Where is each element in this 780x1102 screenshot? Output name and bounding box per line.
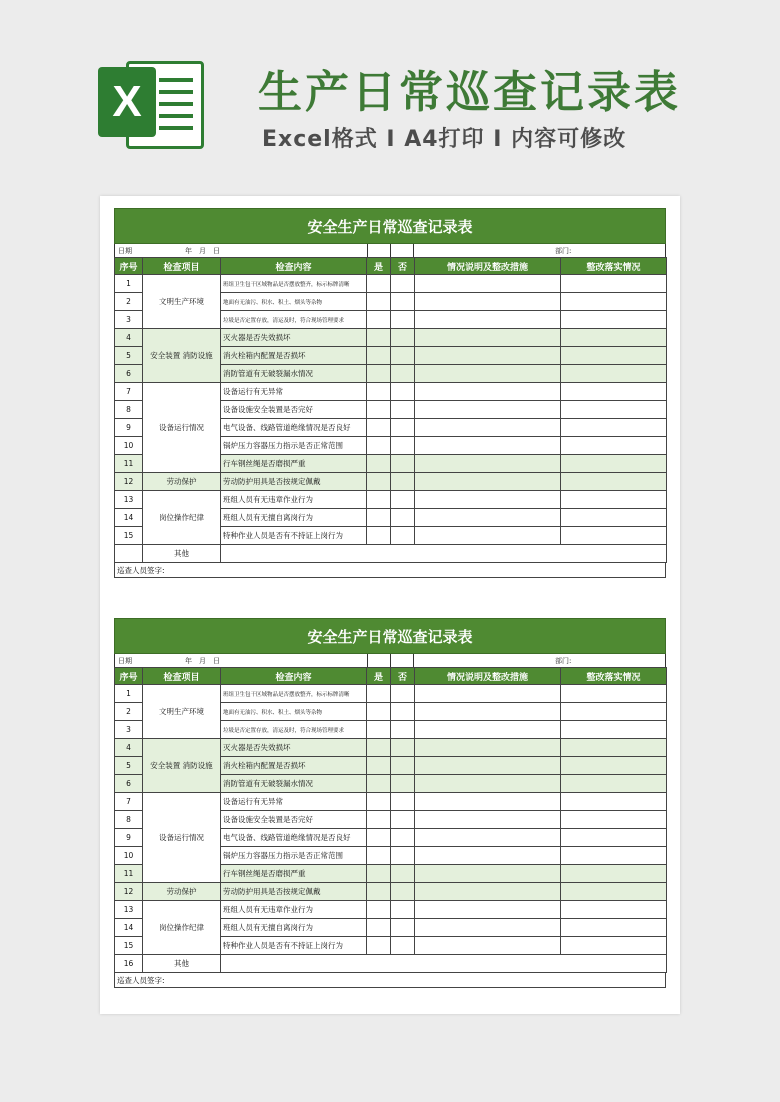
row-number: 7: [115, 383, 143, 401]
yes-cell[interactable]: [367, 455, 391, 473]
check-category: 劳动保护: [143, 473, 221, 491]
no-cell[interactable]: [391, 509, 415, 527]
yes-cell[interactable]: [367, 793, 391, 811]
remarks-cell[interactable]: [415, 739, 561, 757]
check-item: 设备运行有无异常: [221, 383, 367, 401]
check-item: 电气设备、线路管道绝缘情况是否良好: [221, 829, 367, 847]
no-cell[interactable]: [391, 365, 415, 383]
table-header-row: [115, 258, 667, 275]
check-item: 特种作业人员是否有不持证上岗行为: [221, 937, 367, 955]
no-cell[interactable]: [391, 847, 415, 865]
row-number: 13: [115, 491, 143, 509]
yes-cell[interactable]: [367, 365, 391, 383]
check-item: 劳动防护用具是否按规定佩戴: [221, 473, 367, 491]
check-category: 岗位操作纪律: [143, 901, 221, 955]
remarks-cell[interactable]: [415, 329, 561, 347]
row-number: 15: [115, 527, 143, 545]
remarks-cell[interactable]: [415, 703, 561, 721]
followup-cell[interactable]: [561, 793, 667, 811]
remarks-cell[interactable]: [415, 847, 561, 865]
form-title: 安全生产日常巡查记录表: [114, 208, 666, 244]
followup-cell[interactable]: [561, 721, 667, 739]
row-number: 3: [115, 721, 143, 739]
yes-cell[interactable]: [367, 419, 391, 437]
followup-cell[interactable]: [561, 473, 667, 491]
no-cell[interactable]: [391, 293, 415, 311]
check-item: 班组卫生包干区域物品是否摆放整齐，标示标牌清晰: [221, 685, 367, 703]
yes-cell[interactable]: [367, 739, 391, 757]
check-item: 班组卫生包干区域物品是否摆放整齐，标示标牌清晰: [221, 275, 367, 293]
other-notes-cell[interactable]: [221, 545, 667, 563]
yes-cell[interactable]: [367, 527, 391, 545]
followup-cell[interactable]: [561, 937, 667, 955]
check-item: 锅炉压力容器压力指示是否正常范围: [221, 847, 367, 865]
remarks-cell[interactable]: [415, 275, 561, 293]
check-item: 特种作业人员是否有不持证上岗行为: [221, 527, 367, 545]
table-row: [115, 793, 667, 811]
remarks-cell[interactable]: [415, 757, 561, 775]
row-number: 9: [115, 419, 143, 437]
row-number: 10: [115, 437, 143, 455]
no-cell[interactable]: [391, 703, 415, 721]
yes-cell[interactable]: [367, 865, 391, 883]
row-number: 11: [115, 865, 143, 883]
yes-cell[interactable]: [367, 811, 391, 829]
yes-cell[interactable]: [367, 829, 391, 847]
no-cell[interactable]: [391, 401, 415, 419]
yes-cell[interactable]: [367, 721, 391, 739]
excel-logo-icon: X: [98, 55, 202, 149]
inspection-form: [114, 208, 666, 578]
yes-cell[interactable]: [367, 685, 391, 703]
yes-cell[interactable]: [367, 883, 391, 901]
inspection-table: [114, 257, 667, 563]
row-number: 6: [115, 775, 143, 793]
yes-cell[interactable]: [367, 919, 391, 937]
followup-cell[interactable]: [561, 275, 667, 293]
form-info-row: [114, 244, 666, 257]
table-row: [115, 739, 667, 757]
yes-cell[interactable]: [367, 293, 391, 311]
followup-cell[interactable]: [561, 865, 667, 883]
check-category: 设备运行情况: [143, 383, 221, 473]
remarks-cell[interactable]: [415, 883, 561, 901]
followup-cell[interactable]: [561, 739, 667, 757]
no-cell[interactable]: [391, 775, 415, 793]
table-row: [115, 329, 667, 347]
inspection-form: [114, 618, 666, 988]
check-item: 地面有无油污、积水、积土、烟头等杂物: [221, 293, 367, 311]
department-label: 部门:: [555, 247, 572, 255]
remarks-cell[interactable]: [415, 491, 561, 509]
page-subtitle: Excel格式 I A4打印 I 内容可修改: [262, 127, 627, 152]
check-item: 劳动防护用具是否按规定佩戴: [221, 883, 367, 901]
yes-cell[interactable]: [367, 329, 391, 347]
followup-cell[interactable]: [561, 347, 667, 365]
date-format[interactable]: 年 月 日: [185, 247, 220, 255]
yes-cell[interactable]: [367, 509, 391, 527]
table-row: [115, 901, 667, 919]
column-header: 否: [391, 668, 415, 685]
followup-cell[interactable]: [561, 847, 667, 865]
yes-cell[interactable]: [367, 347, 391, 365]
column-header: 序号: [115, 668, 143, 685]
remarks-cell[interactable]: [415, 811, 561, 829]
remarks-cell[interactable]: [415, 793, 561, 811]
check-category: 劳动保护: [143, 883, 221, 901]
remarks-cell[interactable]: [415, 775, 561, 793]
remarks-cell[interactable]: [415, 685, 561, 703]
column-header: 序号: [115, 258, 143, 275]
remarks-cell[interactable]: [415, 919, 561, 937]
column-header: 检查项目: [143, 258, 221, 275]
check-item: 班组人员有无擅自离岗行为: [221, 509, 367, 527]
no-cell[interactable]: [391, 757, 415, 775]
remarks-cell[interactable]: [415, 455, 561, 473]
remarks-cell[interactable]: [415, 347, 561, 365]
column-header: 是: [367, 258, 391, 275]
row-number: 14: [115, 919, 143, 937]
followup-cell[interactable]: [561, 491, 667, 509]
followup-cell[interactable]: [561, 883, 667, 901]
no-cell[interactable]: [391, 883, 415, 901]
remarks-cell[interactable]: [415, 937, 561, 955]
page-header: [0, 0, 780, 190]
followup-cell[interactable]: [561, 919, 667, 937]
no-cell[interactable]: [391, 937, 415, 955]
no-cell[interactable]: [391, 329, 415, 347]
no-cell[interactable]: [391, 419, 415, 437]
check-item: 垃圾是否定置存放，清运及时，符合现场管理要求: [221, 311, 367, 329]
column-header: 检查项目: [143, 668, 221, 685]
check-item: 班组人员有无擅自离岗行为: [221, 919, 367, 937]
no-cell[interactable]: [391, 383, 415, 401]
row-number: 12: [115, 883, 143, 901]
yes-cell[interactable]: [367, 311, 391, 329]
check-item: 灭火器是否失效损坏: [221, 739, 367, 757]
check-item: 消防管道有无破裂漏水情况: [221, 775, 367, 793]
followup-cell[interactable]: [561, 703, 667, 721]
row-number: 16: [115, 955, 143, 973]
column-header: 情况说明及整改措施: [415, 258, 561, 275]
followup-cell[interactable]: [561, 757, 667, 775]
row-number: 7: [115, 793, 143, 811]
check-item: 电气设备、线路管道绝缘情况是否良好: [221, 419, 367, 437]
row-number: 13: [115, 901, 143, 919]
yes-cell[interactable]: [367, 775, 391, 793]
check-category: 安全装置 消防设施: [143, 329, 221, 383]
inspector-signature[interactable]: 巡查人员签字:: [114, 563, 666, 578]
row-number: 2: [115, 703, 143, 721]
department-label: 部门:: [555, 657, 572, 665]
yes-cell[interactable]: [367, 847, 391, 865]
remarks-cell[interactable]: [415, 419, 561, 437]
check-category: 其他: [143, 545, 221, 563]
date-label: 日期: [118, 247, 132, 255]
remarks-cell[interactable]: [415, 293, 561, 311]
column-header: 否: [391, 258, 415, 275]
check-item: 地面有无油污、积水、积土、烟头等杂物: [221, 703, 367, 721]
remarks-cell[interactable]: [415, 383, 561, 401]
check-item: 行车钢丝绳是否磨损严重: [221, 455, 367, 473]
check-item: 灭火器是否失效损坏: [221, 329, 367, 347]
column-header: 检查内容: [221, 668, 367, 685]
date-label: 日期: [118, 657, 132, 665]
check-category: 文明生产环境: [143, 275, 221, 329]
check-category: 岗位操作纪律: [143, 491, 221, 545]
followup-cell[interactable]: [561, 293, 667, 311]
table-row: [115, 491, 667, 509]
table-row: [115, 883, 667, 901]
no-cell[interactable]: [391, 739, 415, 757]
check-item: 消火栓箱内配置是否损坏: [221, 757, 367, 775]
table-row: [115, 383, 667, 401]
inspector-signature[interactable]: 巡查人员签字:: [114, 973, 666, 988]
row-number: 15: [115, 937, 143, 955]
no-cell[interactable]: [391, 437, 415, 455]
followup-cell[interactable]: [561, 901, 667, 919]
date-format[interactable]: 年 月 日: [185, 657, 220, 665]
check-item: 设备运行有无异常: [221, 793, 367, 811]
no-cell[interactable]: [391, 829, 415, 847]
column-header: 情况说明及整改措施: [415, 668, 561, 685]
column-header: 检查内容: [221, 258, 367, 275]
check-category: 其他: [143, 955, 221, 973]
row-number: 12: [115, 473, 143, 491]
row-number: 11: [115, 455, 143, 473]
row-number: 5: [115, 757, 143, 775]
remarks-cell[interactable]: [415, 509, 561, 527]
check-item: 锅炉压力容器压力指示是否正常范围: [221, 437, 367, 455]
followup-cell[interactable]: [561, 401, 667, 419]
followup-cell[interactable]: [561, 419, 667, 437]
followup-cell[interactable]: [561, 811, 667, 829]
no-cell[interactable]: [391, 919, 415, 937]
column-header: 整改落实情况: [561, 668, 667, 685]
row-number: 4: [115, 329, 143, 347]
no-cell[interactable]: [391, 491, 415, 509]
no-cell[interactable]: [391, 527, 415, 545]
no-cell[interactable]: [391, 685, 415, 703]
remarks-cell[interactable]: [415, 365, 561, 383]
no-cell[interactable]: [391, 811, 415, 829]
no-cell[interactable]: [391, 275, 415, 293]
row-number: 5: [115, 347, 143, 365]
row-number: 6: [115, 365, 143, 383]
yes-cell[interactable]: [367, 491, 391, 509]
followup-cell[interactable]: [561, 437, 667, 455]
no-cell[interactable]: [391, 901, 415, 919]
no-cell[interactable]: [391, 865, 415, 883]
yes-cell[interactable]: [367, 275, 391, 293]
check-category: 设备运行情况: [143, 793, 221, 883]
row-number: 2: [115, 293, 143, 311]
followup-cell[interactable]: [561, 311, 667, 329]
table-header-row: [115, 668, 667, 685]
yes-cell[interactable]: [367, 383, 391, 401]
row-number: 8: [115, 401, 143, 419]
column-header: 是: [367, 668, 391, 685]
followup-cell[interactable]: [561, 383, 667, 401]
row-number: 8: [115, 811, 143, 829]
followup-cell[interactable]: [561, 329, 667, 347]
row-number: [115, 545, 143, 563]
followup-cell[interactable]: [561, 365, 667, 383]
table-row: [115, 685, 667, 703]
table-row-other: [115, 955, 667, 973]
yes-cell[interactable]: [367, 937, 391, 955]
remarks-cell[interactable]: [415, 437, 561, 455]
yes-cell[interactable]: [367, 901, 391, 919]
page-title: 生产日常巡查记录表: [258, 67, 681, 118]
check-item: 班组人员有无违章作业行为: [221, 901, 367, 919]
followup-cell[interactable]: [561, 775, 667, 793]
check-item: 消防管道有无破裂漏水情况: [221, 365, 367, 383]
check-item: 班组人员有无违章作业行为: [221, 491, 367, 509]
yes-cell[interactable]: [367, 401, 391, 419]
remarks-cell[interactable]: [415, 901, 561, 919]
table-row: [115, 473, 667, 491]
yes-cell[interactable]: [367, 437, 391, 455]
inspection-table: [114, 667, 667, 973]
remarks-cell[interactable]: [415, 721, 561, 739]
table-row-other: [115, 545, 667, 563]
row-number: 1: [115, 275, 143, 293]
document-sheet: [100, 196, 680, 1014]
check-item: 设备设施安全装置是否完好: [221, 401, 367, 419]
yes-cell[interactable]: [367, 757, 391, 775]
row-number: 10: [115, 847, 143, 865]
remarks-cell[interactable]: [415, 401, 561, 419]
row-number: 4: [115, 739, 143, 757]
no-cell[interactable]: [391, 721, 415, 739]
row-number: 14: [115, 509, 143, 527]
other-notes-cell[interactable]: [221, 955, 667, 973]
no-cell[interactable]: [391, 311, 415, 329]
row-number: 3: [115, 311, 143, 329]
followup-cell[interactable]: [561, 527, 667, 545]
remarks-cell[interactable]: [415, 473, 561, 491]
no-cell[interactable]: [391, 455, 415, 473]
followup-cell[interactable]: [561, 829, 667, 847]
table-row: [115, 275, 667, 293]
row-number: 9: [115, 829, 143, 847]
check-item: 垃圾是否定置存放，清运及时，符合现场管理要求: [221, 721, 367, 739]
form-title: 安全生产日常巡查记录表: [114, 618, 666, 654]
followup-cell[interactable]: [561, 685, 667, 703]
followup-cell[interactable]: [561, 455, 667, 473]
remarks-cell[interactable]: [415, 865, 561, 883]
check-item: 设备设施安全装置是否完好: [221, 811, 367, 829]
no-cell[interactable]: [391, 793, 415, 811]
check-item: 消火栓箱内配置是否损坏: [221, 347, 367, 365]
remarks-cell[interactable]: [415, 527, 561, 545]
no-cell[interactable]: [391, 347, 415, 365]
column-header: 整改落实情况: [561, 258, 667, 275]
yes-cell[interactable]: [367, 703, 391, 721]
followup-cell[interactable]: [561, 509, 667, 527]
remarks-cell[interactable]: [415, 311, 561, 329]
remarks-cell[interactable]: [415, 829, 561, 847]
no-cell[interactable]: [391, 473, 415, 491]
row-number: 1: [115, 685, 143, 703]
yes-cell[interactable]: [367, 473, 391, 491]
check-category: 文明生产环境: [143, 685, 221, 739]
form-info-row: [114, 654, 666, 667]
check-item: 行车钢丝绳是否磨损严重: [221, 865, 367, 883]
check-category: 安全装置 消防设施: [143, 739, 221, 793]
